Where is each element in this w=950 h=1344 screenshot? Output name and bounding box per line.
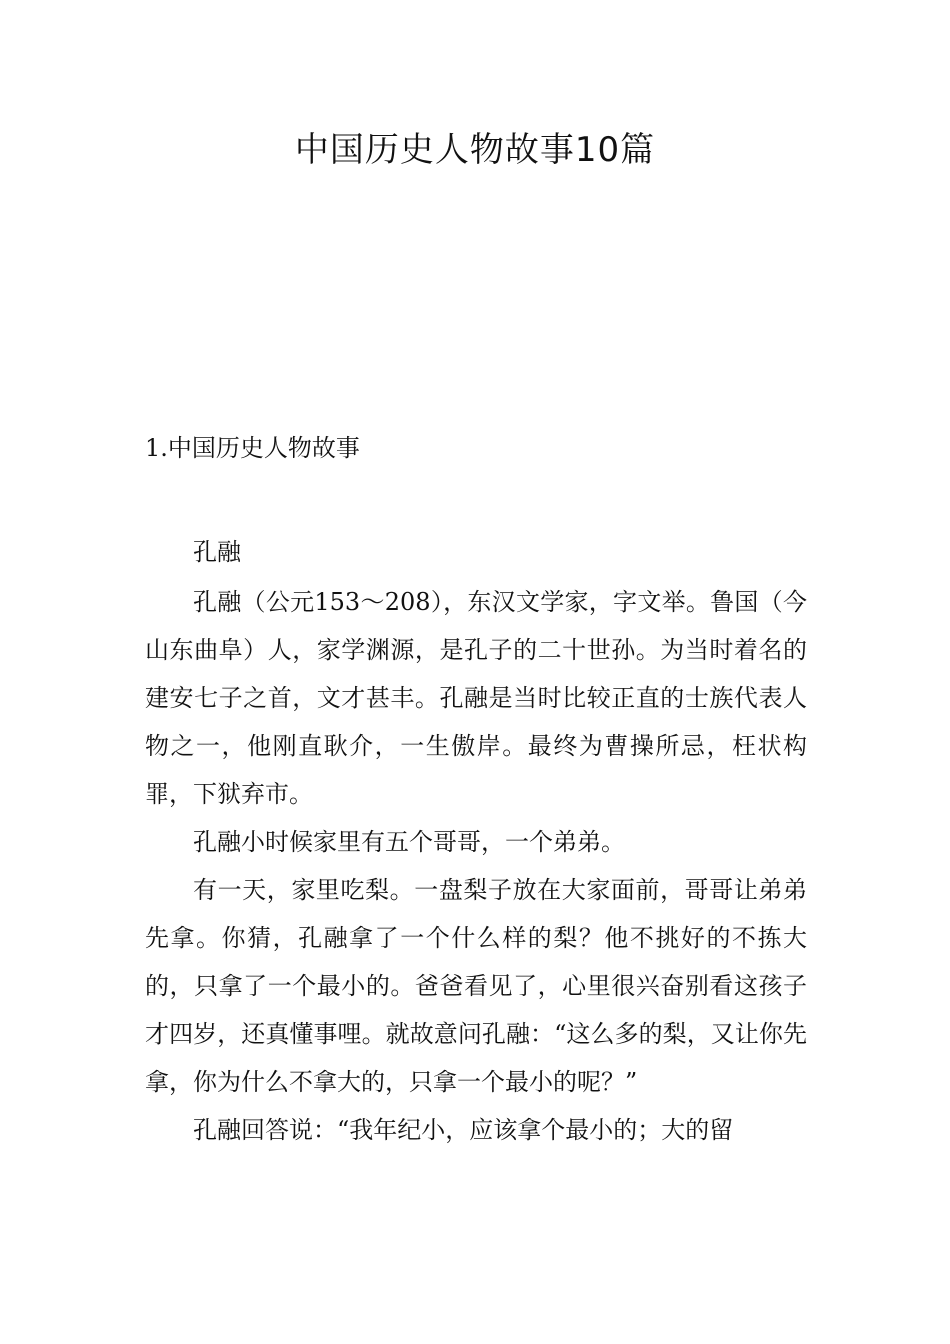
document-title: 中国历史人物故事10篇 bbox=[294, 130, 656, 170]
paragraph-family: 孔融小时候家里有五个哥哥，一个弟弟。 bbox=[193, 828, 625, 856]
paragraph-pears: 有一天，家里吃梨。一盘梨子放在大家面前，哥哥让弟弟先拿。你猜，孔融拿了一个什么样的梨？他不挑好的不拣大的，只拿了一个最小的。爸爸看见了，心里很兴奋别看这孩子才四岁，还真懂事哩。就故意问孔融：“这么多的梨，又让你先拿，你为什么不拿大的，只拿一个最小的呢？” bbox=[145, 876, 807, 1096]
story-name: 孔融 bbox=[193, 538, 241, 566]
paragraph-intro: 孔融（公元153～208），东汉文学家，字文举。鲁国（今山东曲阜）人，家学渊源，是孔子的二十世孙。为当时着名的建安七子之首，文才甚丰。孔融是当时比较正直的士族代表人物之一，他刚直耿介，一生傲岸。最终为曹操所忌，枉状构罪，下狱弃市。 bbox=[145, 588, 807, 808]
section-heading: 1.中国历史人物故事 bbox=[145, 434, 360, 462]
paragraph-answer: 孔融回答说：“我年纪小，应该拿个最小的；大的留 bbox=[193, 1116, 734, 1144]
story-body bbox=[145, 528, 807, 1154]
